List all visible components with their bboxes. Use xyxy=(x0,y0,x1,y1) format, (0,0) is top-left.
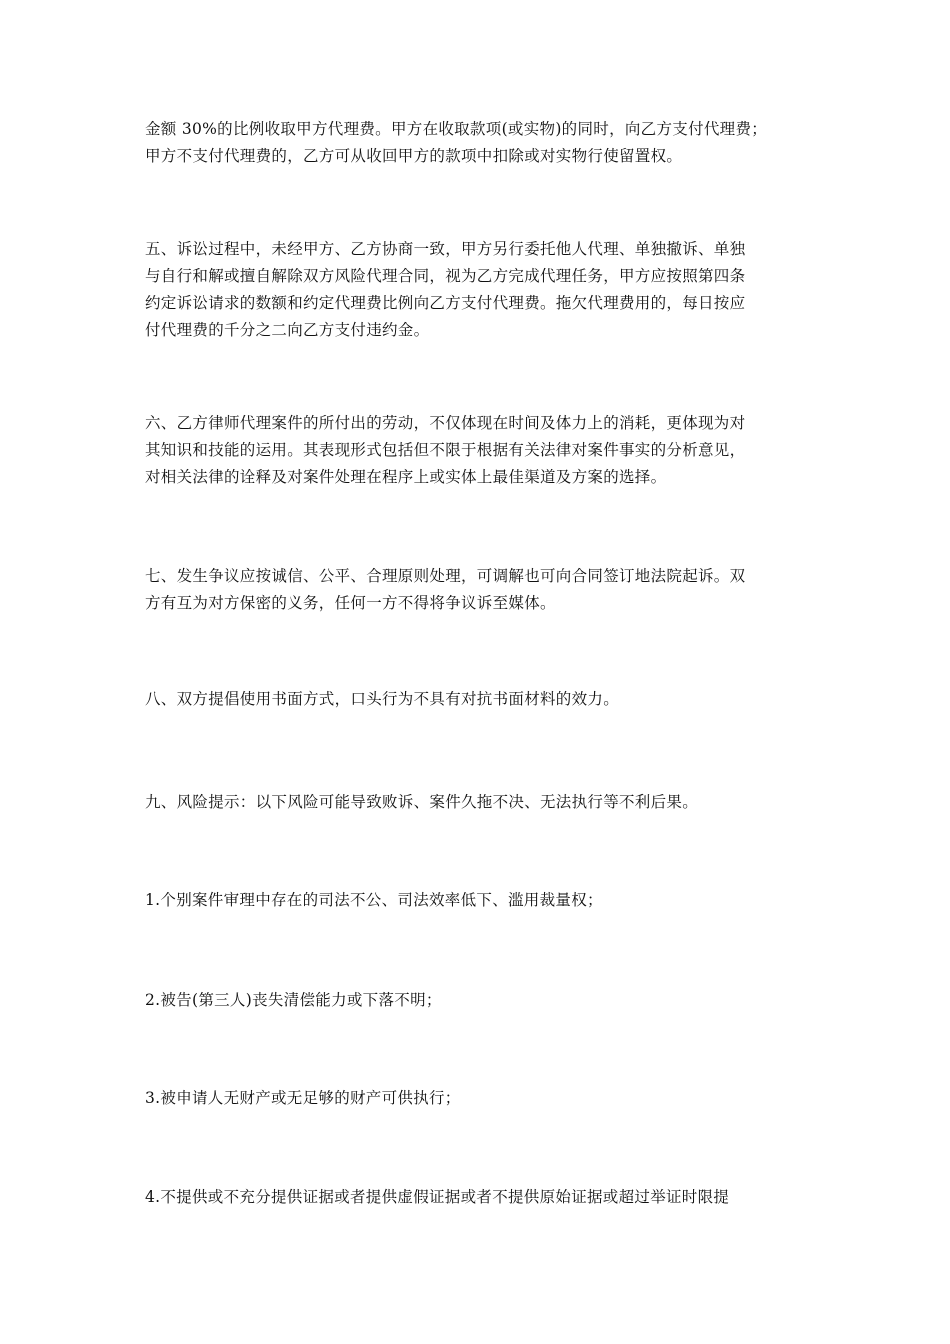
text-line: 其知识和技能的运用。其表现形式包括但不限于根据有关法律对案件事实的分析意见， xyxy=(145,441,746,459)
text-line: 1.个别案件审理中存在的司法不公、司法效率低下、滥用裁量权； xyxy=(145,891,603,909)
text-line: 对相关法律的诠释及对案件处理在程序上或实体上最佳渠道及方案的选择。 xyxy=(145,468,667,486)
text-line: 与自行和解或擅自解除双方风险代理合同，视为乙方完成代理任务，甲方应按照第四条 xyxy=(145,267,746,285)
text-line: 付代理费的千分之二向乙方支付违约金。 xyxy=(145,321,430,339)
text-line: 七、发生争议应按诚信、公平、合理原则处理，可调解也可向合同签订地法院起诉。双 xyxy=(145,567,746,585)
text-line: 五、诉讼过程中，未经甲方、乙方协商一致，甲方另行委托他人代理、单独撤诉、单独 xyxy=(145,240,746,258)
text-line: 2.被告(第三人)丧失清偿能力或下落不明； xyxy=(145,991,442,1009)
text-line: 金额 30%的比例收取甲方代理费。甲方在收取款项(或实物)的同时，向乙方支付代理费； xyxy=(145,120,768,138)
paragraph-clause-7 xyxy=(145,563,810,617)
text-line: 约定诉讼请求的数额和约定代理费比例向乙方支付代理费。拖欠代理费用的，每日按应 xyxy=(145,294,746,312)
paragraph-clause-8 xyxy=(145,686,810,713)
list-item-risk-1 xyxy=(145,887,810,914)
paragraph-fee-collection xyxy=(145,116,810,170)
list-item-risk-4 xyxy=(145,1184,810,1211)
paragraph-clause-9 xyxy=(145,789,810,816)
text-line: 4.不提供或不充分提供证据或者提供虚假证据或者不提供原始证据或超过举证时限提 xyxy=(145,1188,730,1206)
text-line: 3.被申请人无财产或无足够的财产可供执行； xyxy=(145,1089,461,1107)
text-line: 九、风险提示：以下风险可能导致败诉、案件久拖不决、无法执行等不利后果。 xyxy=(145,793,699,811)
text-line: 六、乙方律师代理案件的所付出的劳动，不仅体现在时间及体力上的消耗，更体现为对 xyxy=(145,414,746,432)
text-line: 方有互为对方保密的义务，任何一方不得将争议诉至媒体。 xyxy=(145,594,556,612)
list-item-risk-2 xyxy=(145,987,810,1014)
paragraph-clause-6 xyxy=(145,410,810,491)
text-line: 甲方不支付代理费的，乙方可从收回甲方的款项中扣除或对实物行使留置权。 xyxy=(145,147,683,165)
text-line: 八、双方提倡使用书面方式，口头行为不具有对抗书面材料的效力。 xyxy=(145,690,620,708)
paragraph-clause-5 xyxy=(145,236,810,344)
list-item-risk-3 xyxy=(145,1085,810,1112)
